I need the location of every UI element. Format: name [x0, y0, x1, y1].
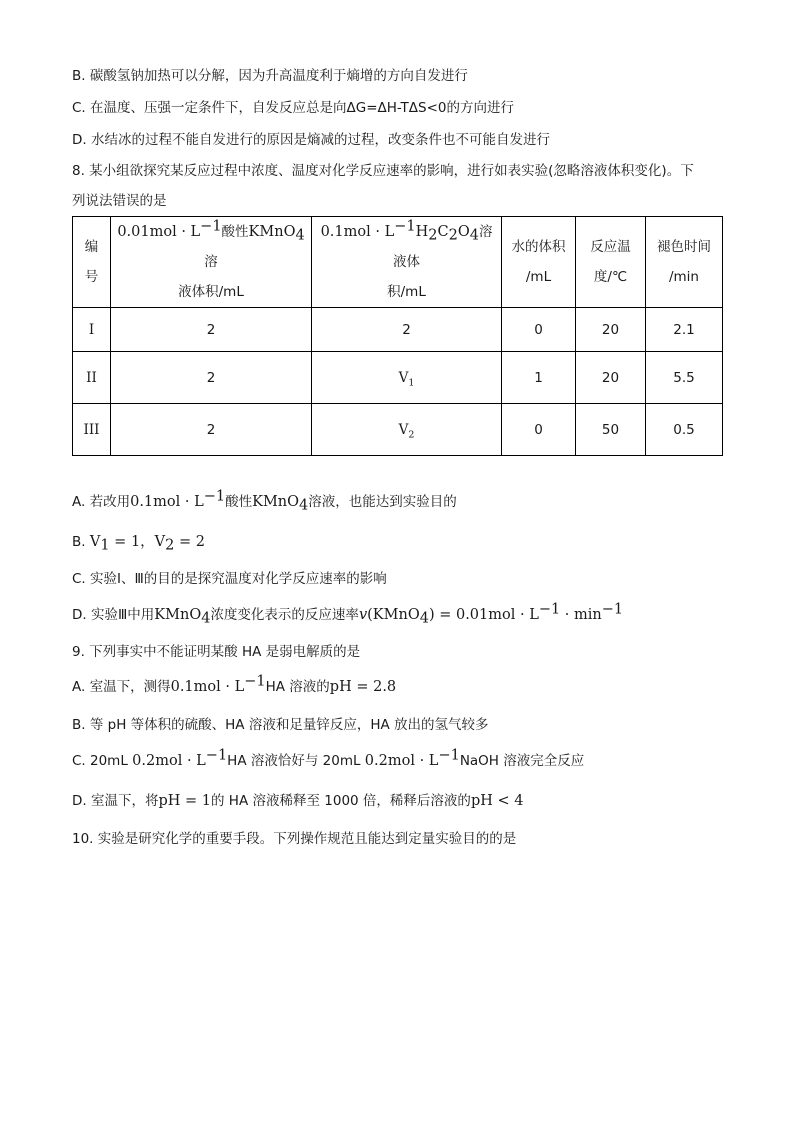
q8-option-b: B. $V_1 = 1$，$V_2 = 2$ — [72, 534, 205, 554]
experiment-table — [72, 216, 723, 456]
row-kmno4: 2 — [111, 352, 312, 404]
header-temperature: 反应温 度/℃ — [576, 217, 646, 308]
q8-stem-line2: 列说法错误的是 — [72, 193, 167, 209]
q9-option-c: C. 20mL $0.2mol \cdot L^{-1}HA$ 溶液恰好与 20mL $0.2mol \cdot L^{-1}NaOH$ 溶液完全反应 — [72, 747, 585, 769]
q9-stem: 9. 下列事实中不能证明某酸 HA 是弱电解质的是 — [72, 644, 361, 660]
q7-option-c: C. 在温度、压强一定条件下，自发反应总是向ΔG=ΔH-TΔS<0的方向进行 — [72, 100, 514, 116]
q10-stem: 10. 实验是研究化学的重要手段。下列操作规范且能达到定量实验目的的是 — [72, 831, 517, 847]
q8-option-c: C. 实验Ⅰ、Ⅲ的目的是探究温度对化学反应速率的影响 — [72, 571, 387, 587]
row-temp: 20 — [576, 308, 646, 352]
q8-option-d: D. 实验Ⅲ中用KMnO$_4$浓度变化表示的反应速率v(KMnO$_4$) = $0.01mol \cdot L^{-1} \cdot \min^{-1}$ — [72, 601, 624, 627]
row-time: 2.1 — [646, 308, 723, 352]
row-time: 0.5 — [646, 404, 723, 456]
q7-option-b: B. 碳酸氢钠加热可以分解，因为升高温度利于熵增的方向自发进行 — [72, 68, 468, 84]
row-id: III — [73, 404, 111, 456]
row-water: 0 — [502, 404, 576, 456]
row-h2c2o4: 2 — [312, 308, 502, 352]
row-id: I — [73, 308, 111, 352]
table-header-row — [73, 217, 723, 308]
header-fade-time: 褪色时间 /min — [646, 217, 723, 308]
table-row — [73, 352, 723, 404]
row-h2c2o4: $V_1$ — [312, 352, 502, 404]
q8-option-a: A. 若改用$0.1mol \cdot L^{-1}$酸性KMnO$_4$溶液，也能达到实验目的 — [72, 488, 457, 514]
row-kmno4: 2 — [111, 308, 312, 352]
row-h2c2o4: $V_2$ — [312, 404, 502, 456]
header-water-volume: 水的体积 /mL — [502, 217, 576, 308]
row-kmno4: 2 — [111, 404, 312, 456]
header-h2c2o4-volume: $0.1mol \cdot L^{-1}H_2C_2O_4$溶液体 积/mL — [312, 217, 502, 308]
row-water: 1 — [502, 352, 576, 404]
header-id: 编 号 — [73, 217, 111, 308]
row-id: II — [73, 352, 111, 404]
row-time: 5.5 — [646, 352, 723, 404]
table-row — [73, 404, 723, 456]
row-temp: 50 — [576, 404, 646, 456]
q7-option-d: D. 水结冰的过程不能自发进行的原因是熵减的过程，改变条件也不可能自发进行 — [72, 132, 550, 148]
q9-option-a: A. 室温下，测得$0.1mol \cdot L^{-1}HA$ 溶液的pH = 2.8 — [72, 673, 397, 695]
row-water: 0 — [502, 308, 576, 352]
row-temp: 20 — [576, 352, 646, 404]
q9-option-b: B. 等 pH 等体积的硫酸、HA 溶液和足量锌反应，HA 放出的氢气较多 — [72, 717, 489, 733]
header-kmno4-volume: $0.01mol \cdot L^{-1}$酸性KMnO$_4$溶 液体积/mL — [111, 217, 312, 308]
q8-stem-line1: 8. 某小组欲探究某反应过程中浓度、温度对化学反应速率的影响，进行如表实验(忽略溶液体积变化)。下 — [72, 163, 694, 179]
table-row — [73, 308, 723, 352]
q9-option-d: D. 室温下，将pH = 1的 HA 溶液稀释至 1000 倍，稀释后溶液的pH < 4 — [72, 793, 524, 809]
